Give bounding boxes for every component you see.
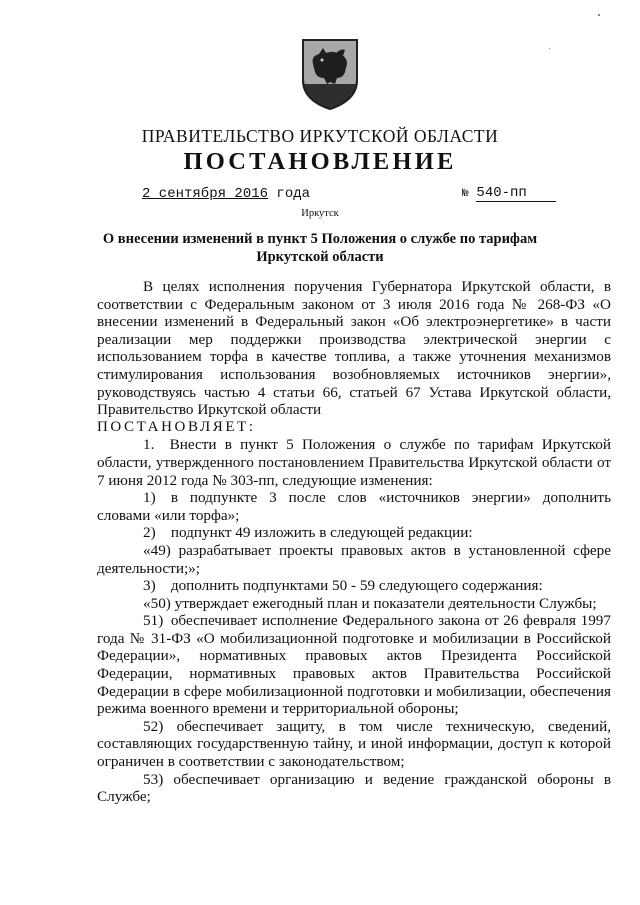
document-date xyxy=(142,186,310,202)
document-kind-heading: ПОСТАНОВЛЕНИЕ xyxy=(183,148,457,175)
body-paragraph: 51) обеспечивает исполнение Федерального закона от 26 февраля 1997 года № 31-ФЗ «О мобилизационной подготовке и мобилизации в Российской Федерации», нормативных правовых актов Президента Российской Федерации, нормативных правовых актов Правительства Российской Федерации в сфере мобилизационной подготовки и мобилизации, обеспечения режима военного времени и территориальной обороны; xyxy=(97,612,611,718)
body-paragraph: 3) дополнить подпунктами 50 - 59 следующего содержания: xyxy=(143,577,543,595)
date-suffix: года xyxy=(268,186,311,202)
city-name: Иркутск xyxy=(301,208,339,219)
body-paragraph: 2) подпункт 49 изложить в следующей редакции: xyxy=(143,524,473,542)
body-paragraph: 52) обеспечивает защиту, в том числе техническую, сведений, составляющих государственную тайну, и иной информации, доступ к которой ограничен в соответствии с законодательством; xyxy=(97,717,611,771)
scan-speck xyxy=(598,14,600,16)
coat-of-arms-emblem xyxy=(299,36,361,112)
preamble-paragraph: В целях исполнения поручения Губернатора Иркутской области, в соответствии с Федеральным законом от 3 июля 2016 года № 268-ФЗ «О внесении изменений в Федеральный закон «Об электроэнергетике» в части реализации мер поддержки производства электрической энергии с использованием торфа в качестве топлива, а также уточнения механизмов стимулирования использования возобновляемых источников энергии», руководствуясь частью 4 статьи 66, статьей 67 Устава Иркутской области, Правительство Иркутской области xyxy=(97,278,611,419)
body-paragraph: «50) утверждает ежегодный план и показатели деятельности Службы; xyxy=(143,594,597,612)
document-subject: О внесении изменений в пункт 5 Положения о службе по тарифам Иркутской области xyxy=(102,231,538,265)
decree-word: ПОСТАНОВЛЯЕТ: xyxy=(97,418,256,435)
body-paragraph: 1. Внести в пункт 5 Положения о службе по тарифам Иркутской области, утвержденного постановлением Правительства Иркутской области от 7 июня 2012 года № 303-пп, следующие изменения: xyxy=(97,436,611,489)
number-sign: № xyxy=(462,188,469,200)
number-value: 540-пп xyxy=(476,185,556,202)
government-title: ПРАВИТЕЛЬСТВО ИРКУТСКОЙ ОБЛАСТИ xyxy=(141,126,499,146)
document-number xyxy=(462,185,556,202)
body-paragraph: «49) разрабатывает проекты правовых актов в установленной сфере деятельности;»; xyxy=(97,541,611,577)
date-value: 2 сентября 2016 xyxy=(142,186,269,202)
body-paragraph: 53) обеспечивает организацию и ведение гражданской обороны в Службе; xyxy=(97,770,611,806)
scan-speck xyxy=(549,48,550,49)
body-paragraph: 1) в подпункте 3 после слов «источников энергии» дополнить словами «или торфа»; xyxy=(97,489,611,524)
document-body xyxy=(97,278,611,806)
